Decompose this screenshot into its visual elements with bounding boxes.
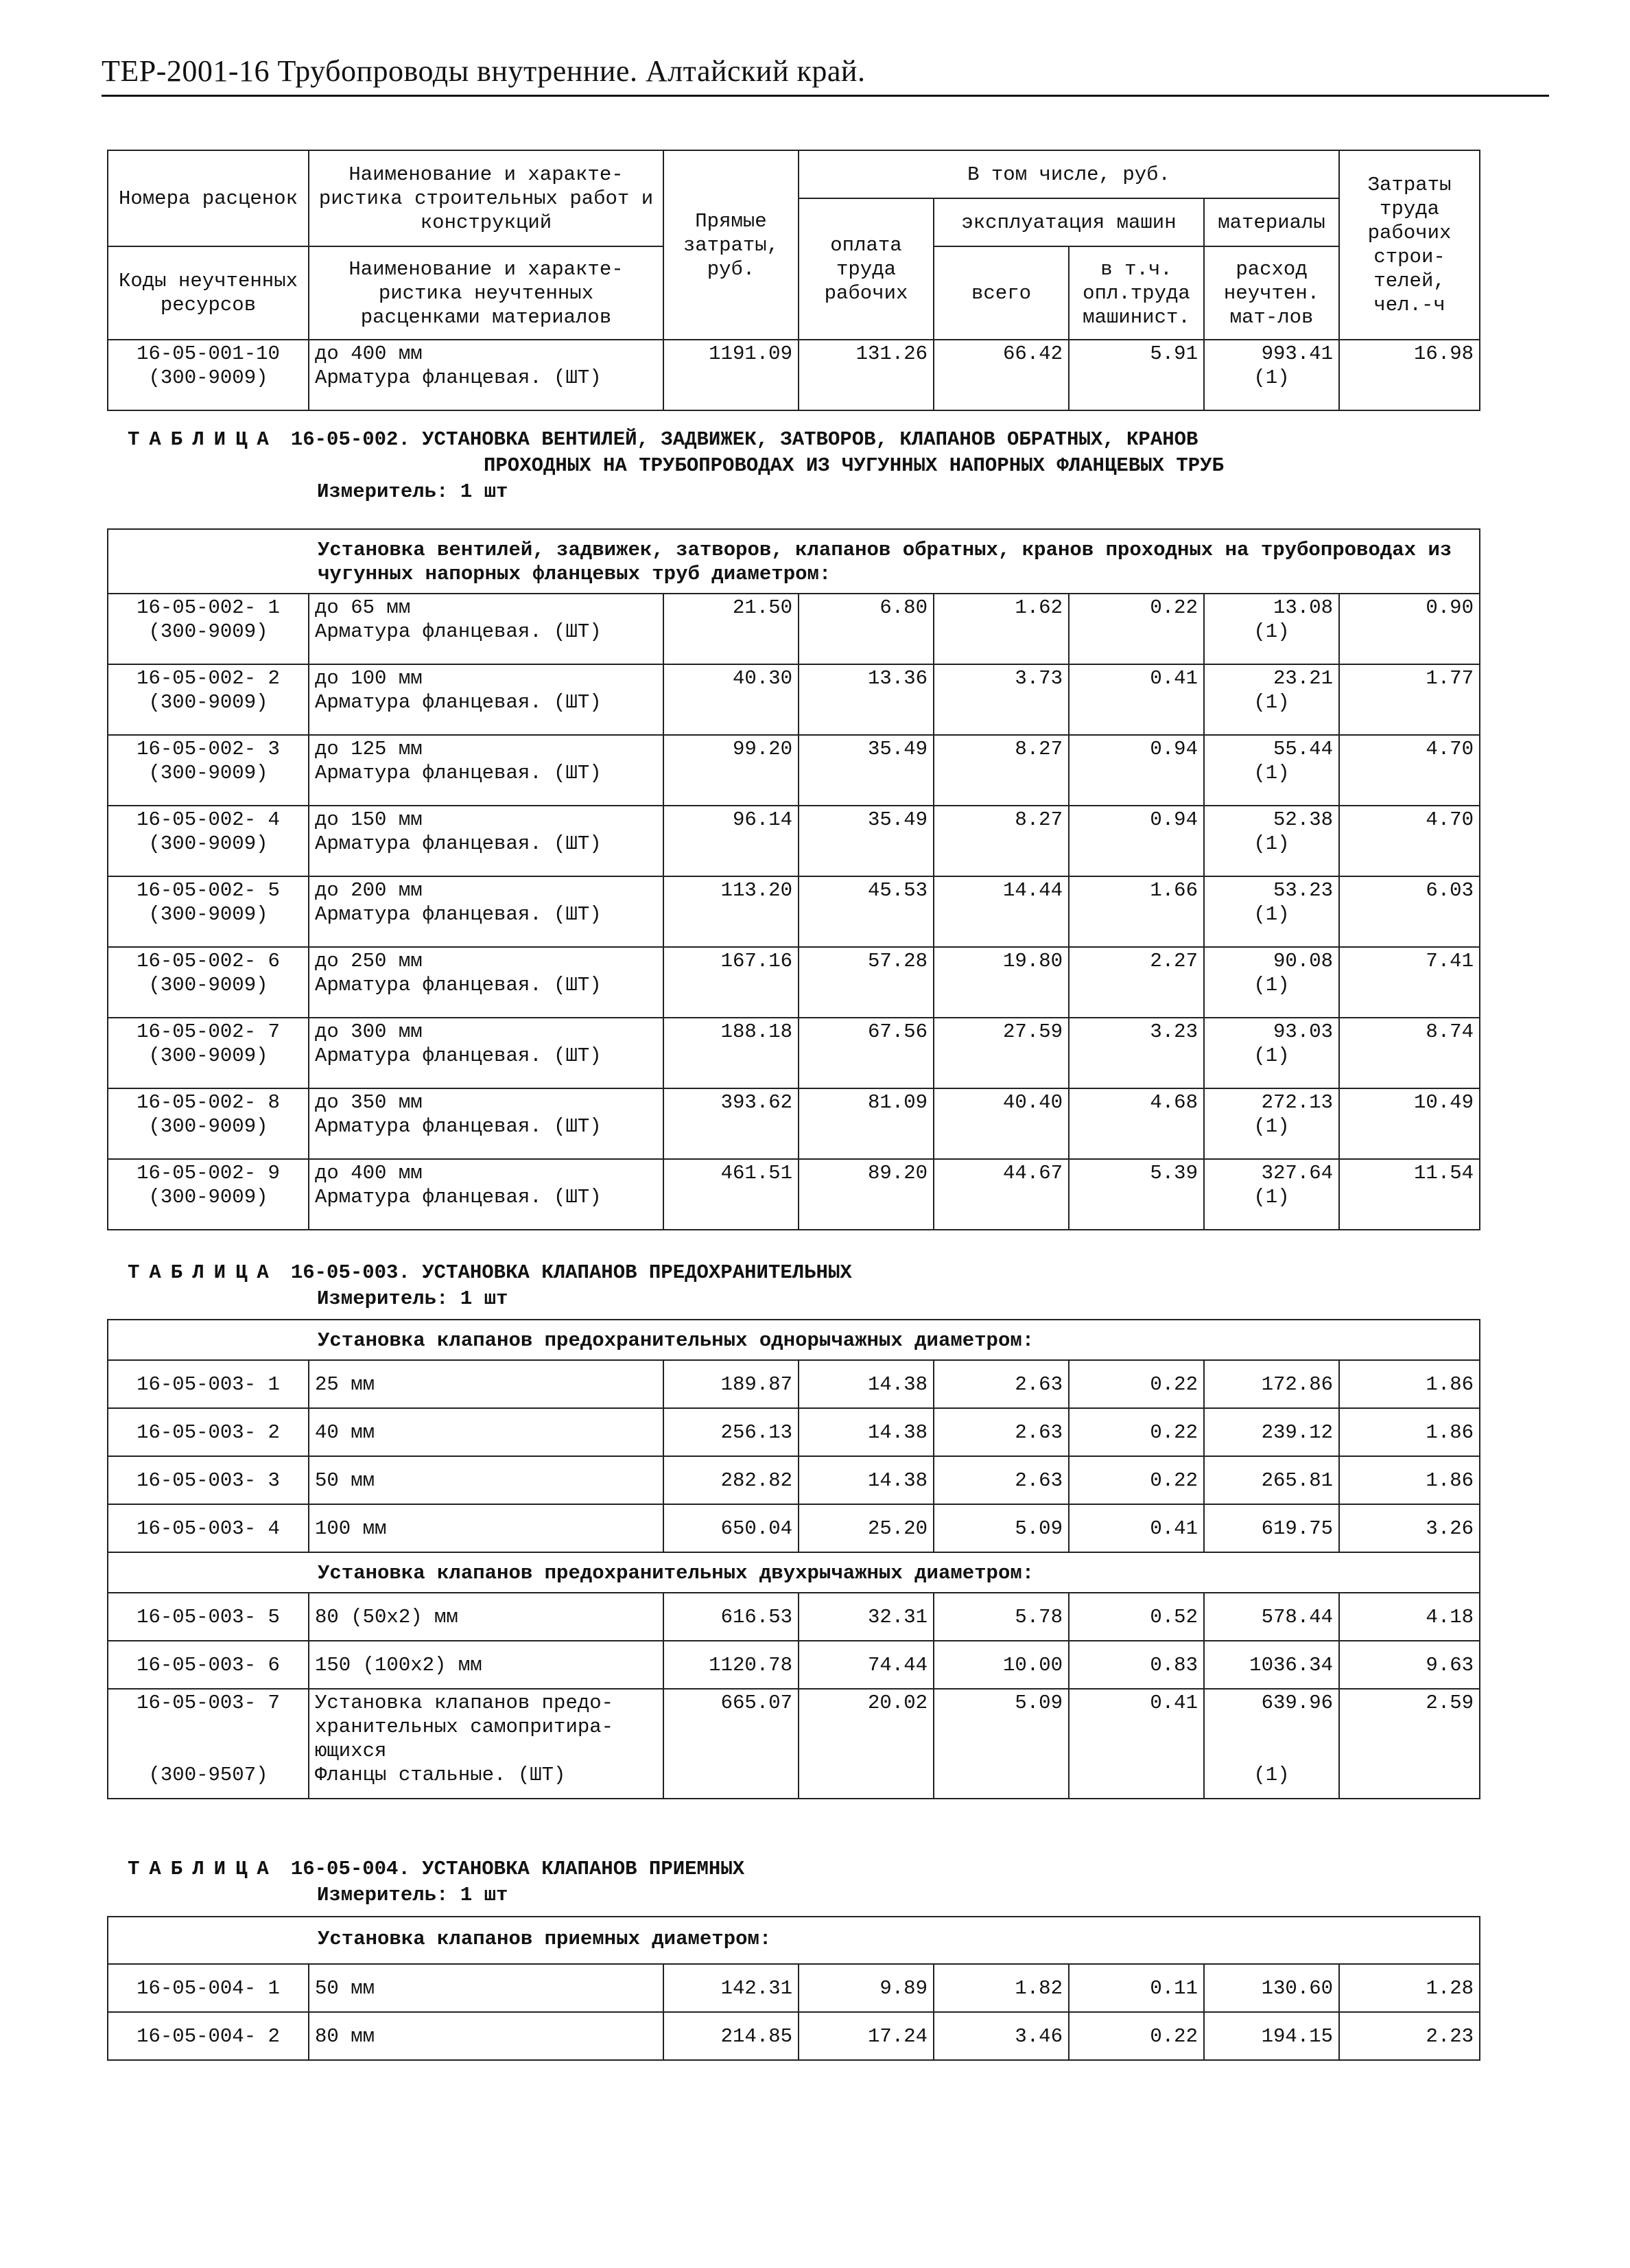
labor-hours: 4.70 [1339, 806, 1480, 876]
rate-code: 16-05-002- 4 [137, 808, 280, 831]
machines-labor: 0.83 [1069, 1641, 1204, 1689]
work-name: до 65 мм [315, 596, 411, 619]
labor-pay: 45.53 [799, 876, 934, 947]
materials-unit: (1) [1253, 1115, 1290, 1138]
materials-cost: 172.86 [1204, 1360, 1339, 1408]
work-name: 100 мм [309, 1504, 663, 1552]
col-mach-total: всего [934, 246, 1069, 340]
direct-cost: 99.20 [663, 735, 799, 806]
materials-cost: 23.21 [1273, 667, 1333, 690]
table-004-title: ТАБЛИЦА 16-05-004. УСТАНОВКА КЛАПАНОВ ПРИЕМНЫХ Измеритель: 1 шт [128, 1856, 744, 1908]
work-name: до 100 мм [315, 667, 423, 690]
machines-total: 44.67 [934, 1159, 1069, 1230]
materials-cost: 93.03 [1273, 1020, 1333, 1043]
rate-code: 16-05-003- 4 [108, 1504, 309, 1552]
measure-unit: Измеритель: 1 шт [317, 1287, 508, 1310]
labor-hours: 1.28 [1339, 1964, 1480, 2012]
table-row [108, 594, 1480, 664]
table-row [108, 1689, 1480, 1799]
labor-hours: 10.49 [1339, 1088, 1480, 1159]
labor-hours: 1.86 [1339, 1456, 1480, 1504]
machines-total: 27.59 [934, 1018, 1069, 1088]
machines-labor: 0.22 [1069, 1408, 1204, 1456]
labor-hours: 0.90 [1339, 594, 1480, 664]
section-band: Установка клапанов предохранительных однорычажных диаметром: [108, 1320, 1480, 1360]
materials-unit: (1) [1253, 1186, 1290, 1208]
machines-labor: 0.22 [1069, 1360, 1204, 1408]
material-name: Арматура фланцевая. (ШТ) [315, 691, 602, 714]
machines-labor: 5.91 [1069, 340, 1204, 410]
labor-pay: 131.26 [799, 340, 934, 410]
work-name: до 200 мм [315, 879, 423, 902]
table-002-title: ТАБЛИЦА 16-05-002. УСТАНОВКА ВЕНТИЛЕЙ, ЗАДВИЖЕК, ЗАТВОРОВ, КЛАПАНОВ ОБРАТНЫХ, КРАНОВ ПРОХОДНЫХ НА ТРУБОПРОВОДАХ ИЗ ЧУГУННЫХ НАПОРНЫХ ФЛАНЦЕВЫХ ТРУБ Измеритель: 1 шт [128, 427, 1224, 505]
rate-code: 16-05-003- 1 [108, 1360, 309, 1408]
materials-cost: 272.13 [1261, 1091, 1333, 1114]
work-name: до 250 мм [315, 950, 423, 972]
direct-cost: 142.31 [663, 1964, 799, 2012]
rate-code: 16-05-002- 1 [137, 596, 280, 619]
labor-hours: 2.23 [1339, 2012, 1480, 2060]
measure-unit: Измеритель: 1 шт [317, 480, 508, 503]
resource-code: (300-9009) [148, 974, 268, 996]
materials-unit: (1) [1253, 762, 1290, 784]
machines-labor: 3.23 [1069, 1018, 1204, 1088]
direct-cost: 1191.09 [663, 340, 799, 410]
labor-hours: 1.86 [1339, 1408, 1480, 1456]
table-004 [107, 1916, 1480, 2061]
section-band: Установка клапанов приемных диаметром: [108, 1917, 1480, 1964]
machines-total: 10.00 [934, 1641, 1069, 1689]
machines-labor: 0.52 [1069, 1593, 1204, 1641]
machines-total: 66.42 [934, 340, 1069, 410]
table-row [108, 1641, 1480, 1689]
direct-cost: 461.51 [663, 1159, 799, 1230]
labor-pay: 89.20 [799, 1159, 934, 1230]
col-materials: материалы [1204, 198, 1339, 246]
material-name: Арматура фланцевая. (ШТ) [315, 974, 602, 996]
labor-pay: 9.89 [799, 1964, 934, 2012]
direct-cost: 167.16 [663, 947, 799, 1018]
machines-labor: 0.22 [1069, 2012, 1204, 2060]
labor-pay: 14.38 [799, 1456, 934, 1504]
col-name: Наименование и характе- ристика строительных работ и конструкций [309, 150, 663, 246]
resource-code: (300-9009) [148, 366, 268, 389]
labor-pay: 35.49 [799, 806, 934, 876]
work-name: 50 мм [309, 1964, 663, 2012]
labor-hours: 2.59 [1339, 1689, 1480, 1799]
col-machines: эксплуатация машин [934, 198, 1204, 246]
machines-labor: 0.94 [1069, 735, 1204, 806]
direct-cost: 393.62 [663, 1088, 799, 1159]
materials-unit: (1) [1253, 620, 1290, 643]
table-row [108, 2012, 1480, 2060]
direct-cost: 113.20 [663, 876, 799, 947]
running-header: ТЕР-2001-16 Трубопроводы внутренние. Алтайский край. [102, 54, 866, 88]
rate-code: 16-05-004- 2 [108, 2012, 309, 2060]
table-row [108, 1360, 1480, 1408]
labor-hours: 16.98 [1339, 340, 1480, 410]
table-row [108, 664, 1480, 735]
labor-pay: 35.49 [799, 735, 934, 806]
work-name: 50 мм [309, 1456, 663, 1504]
machines-labor: 0.22 [1069, 594, 1204, 664]
header-rule [102, 95, 1549, 97]
labor-pay: 32.31 [799, 1593, 934, 1641]
work-name: 80 мм [309, 2012, 663, 2060]
rate-code: 16-05-003- 6 [108, 1641, 309, 1689]
work-name: до 125 мм [315, 738, 423, 760]
materials-cost: 327.64 [1261, 1162, 1333, 1184]
material-name: Фланцы стальные. (ШТ) [315, 1764, 566, 1786]
machines-total: 3.73 [934, 664, 1069, 735]
machines-labor: 0.94 [1069, 806, 1204, 876]
materials-cost: 55.44 [1273, 738, 1333, 760]
materials-unit: (1) [1253, 1764, 1290, 1786]
rate-code: 16-05-001-10 [137, 342, 280, 365]
resource-code: (300-9009) [148, 691, 268, 714]
work-name: до 300 мм [315, 1020, 423, 1043]
material-name: Арматура фланцевая. (ШТ) [315, 366, 602, 389]
labor-pay: 6.80 [799, 594, 934, 664]
section-band: Установка вентилей, задвижек, затворов, клапанов обратных, кранов проходных на трубопроводах из чугунных напорных фланцевых труб диаметром: [108, 529, 1480, 594]
table-003-title: ТАБЛИЦА 16-05-003. УСТАНОВКА КЛАПАНОВ ПРЕДОХРАНИТЕЛЬНЫХ Измеритель: 1 шт [128, 1260, 852, 1312]
table-label: ТАБЛИЦА [128, 428, 279, 451]
machines-total: 5.09 [934, 1504, 1069, 1552]
labor-pay: 74.44 [799, 1641, 934, 1689]
resource-code: (300-9507) [148, 1764, 268, 1786]
materials-unit: (1) [1253, 366, 1290, 389]
work-name: 80 (50x2) мм [309, 1593, 663, 1641]
materials-cost: 265.81 [1204, 1456, 1339, 1504]
work-name: до 400 мм [315, 342, 423, 365]
table-row [108, 1964, 1480, 2012]
table-row [108, 947, 1480, 1018]
rate-code: 16-05-002- 8 [137, 1091, 280, 1114]
work-name: 40 мм [309, 1408, 663, 1456]
labor-pay: 81.09 [799, 1088, 934, 1159]
table-row [108, 1159, 1480, 1230]
col-mach-incl: в т.ч. опл.труда машинист. [1069, 246, 1204, 340]
rate-code: 16-05-002- 9 [137, 1162, 280, 1184]
direct-cost: 282.82 [663, 1456, 799, 1504]
table-row [108, 735, 1480, 806]
rate-code: 16-05-002- 5 [137, 879, 280, 902]
work-name: Установка клапанов предо- хранительных самопритира- ющихся [315, 1692, 614, 1762]
materials-cost: 13.08 [1273, 596, 1333, 619]
rate-code: 16-05-003- 2 [108, 1408, 309, 1456]
table-row [108, 340, 1480, 410]
machines-total: 3.46 [934, 2012, 1069, 2060]
machines-labor: 0.11 [1069, 1964, 1204, 2012]
col-name-res: Наименование и характе- ристика неучтенных расценками материалов [309, 246, 663, 340]
section-band: Установка клапанов предохранительных двухрычажных диаметром: [108, 1552, 1480, 1593]
materials-cost: 619.75 [1204, 1504, 1339, 1552]
machines-total: 2.63 [934, 1408, 1069, 1456]
work-name: до 350 мм [315, 1091, 423, 1114]
direct-cost: 21.50 [663, 594, 799, 664]
materials-cost: 239.12 [1204, 1408, 1339, 1456]
table-row [108, 1408, 1480, 1456]
resource-code: (300-9009) [148, 1115, 268, 1138]
materials-unit: (1) [1253, 1044, 1290, 1067]
labor-pay: 17.24 [799, 2012, 934, 2060]
material-name: Арматура фланцевая. (ШТ) [315, 1044, 602, 1067]
labor-hours: 8.74 [1339, 1018, 1480, 1088]
materials-cost: 578.44 [1204, 1593, 1339, 1641]
materials-cost: 993.41 [1261, 342, 1334, 365]
direct-cost: 40.30 [663, 664, 799, 735]
materials-cost: 52.38 [1273, 808, 1333, 831]
direct-cost: 1120.78 [663, 1641, 799, 1689]
labor-hours: 4.18 [1339, 1593, 1480, 1641]
table-row [108, 1504, 1480, 1552]
materials-unit: (1) [1253, 974, 1290, 996]
col-mat-cons: расход неучтен. мат-лов [1204, 246, 1339, 340]
labor-hours: 6.03 [1339, 876, 1480, 947]
labor-hours: 9.63 [1339, 1641, 1480, 1689]
col-codes: Коды неучтенных ресурсов [108, 246, 309, 340]
resource-code: (300-9009) [148, 832, 268, 855]
material-name: Арматура фланцевая. (ШТ) [315, 903, 602, 926]
machines-total: 2.63 [934, 1456, 1069, 1504]
rate-code: 16-05-003- 5 [108, 1593, 309, 1641]
work-name: 150 (100x2) мм [309, 1641, 663, 1689]
machines-total: 1.82 [934, 1964, 1069, 2012]
rate-code: 16-05-002- 2 [137, 667, 280, 690]
labor-pay: 14.38 [799, 1408, 934, 1456]
table-row [108, 1088, 1480, 1159]
table-row [108, 876, 1480, 947]
rate-code: 16-05-003- 3 [108, 1456, 309, 1504]
machines-total: 1.62 [934, 594, 1069, 664]
materials-cost: 194.15 [1204, 2012, 1339, 2060]
table-row [108, 1593, 1480, 1641]
table-row [108, 1456, 1480, 1504]
machines-total: 40.40 [934, 1088, 1069, 1159]
rate-code: 16-05-002- 3 [137, 738, 280, 760]
machines-labor: 0.41 [1069, 664, 1204, 735]
direct-cost: 188.18 [663, 1018, 799, 1088]
resource-code: (300-9009) [148, 620, 268, 643]
measure-unit: Измеритель: 1 шт [317, 1884, 508, 1906]
table-003 [107, 1319, 1480, 1799]
col-numbers: Номера расценок [108, 150, 309, 246]
work-name: до 150 мм [315, 808, 423, 831]
materials-unit: (1) [1253, 903, 1290, 926]
machines-total: 2.63 [934, 1360, 1069, 1408]
rate-code: 16-05-002- 7 [137, 1020, 280, 1043]
labor-pay: 13.36 [799, 664, 934, 735]
machines-labor: 5.39 [1069, 1159, 1204, 1230]
machines-labor: 0.41 [1069, 1689, 1204, 1799]
work-name: 25 мм [309, 1360, 663, 1408]
table-label: ТАБЛИЦА [128, 1261, 279, 1284]
table-row [108, 1018, 1480, 1088]
machines-labor: 1.66 [1069, 876, 1204, 947]
materials-unit: (1) [1253, 832, 1290, 855]
work-name: до 400 мм [315, 1162, 423, 1184]
material-name: Арматура фланцевая. (ШТ) [315, 1115, 602, 1138]
direct-cost: 256.13 [663, 1408, 799, 1456]
table-002 [107, 528, 1480, 1230]
machines-total: 5.09 [934, 1689, 1069, 1799]
labor-pay: 14.38 [799, 1360, 934, 1408]
machines-total: 14.44 [934, 876, 1069, 947]
resource-code: (300-9009) [148, 903, 268, 926]
rate-code: 16-05-004- 1 [108, 1964, 309, 2012]
machines-total: 8.27 [934, 806, 1069, 876]
col-incl: В том числе, руб. [799, 150, 1339, 198]
machines-labor: 4.68 [1069, 1088, 1204, 1159]
resource-code: (300-9009) [148, 762, 268, 784]
materials-cost: 639.96 [1261, 1692, 1333, 1714]
resource-code: (300-9009) [148, 1044, 268, 1067]
labor-pay: 67.56 [799, 1018, 934, 1088]
material-name: Арматура фланцевая. (ШТ) [315, 620, 602, 643]
labor-hours: 7.41 [1339, 947, 1480, 1018]
resource-code: (300-9009) [148, 1186, 268, 1208]
materials-cost: 53.23 [1273, 879, 1333, 902]
col-labor-hours: Затраты труда рабочих строи- телей, чел.-ч [1339, 150, 1480, 340]
direct-cost: 650.04 [663, 1504, 799, 1552]
machines-labor: 2.27 [1069, 947, 1204, 1018]
rate-code: 16-05-003- 7 [137, 1692, 280, 1714]
labor-hours: 1.77 [1339, 664, 1480, 735]
labor-hours: 11.54 [1339, 1159, 1480, 1230]
direct-cost: 665.07 [663, 1689, 799, 1799]
labor-pay: 20.02 [799, 1689, 934, 1799]
labor-hours: 4.70 [1339, 735, 1480, 806]
material-name: Арматура фланцевая. (ШТ) [315, 1186, 602, 1208]
labor-pay: 25.20 [799, 1504, 934, 1552]
col-direct: Прямые затраты, руб. [663, 150, 799, 340]
labor-hours: 3.26 [1339, 1504, 1480, 1552]
material-name: Арматура фланцевая. (ШТ) [315, 762, 602, 784]
direct-cost: 189.87 [663, 1360, 799, 1408]
machines-labor: 0.41 [1069, 1504, 1204, 1552]
materials-cost: 1036.34 [1204, 1641, 1339, 1689]
materials-cost: 90.08 [1273, 950, 1333, 972]
direct-cost: 214.85 [663, 2012, 799, 2060]
material-name: Арматура фланцевая. (ШТ) [315, 832, 602, 855]
machines-total: 19.80 [934, 947, 1069, 1018]
direct-cost: 616.53 [663, 1593, 799, 1641]
direct-cost: 96.14 [663, 806, 799, 876]
table-row [108, 806, 1480, 876]
header-table [107, 150, 1480, 411]
rate-code: 16-05-002- 6 [137, 950, 280, 972]
col-labor-pay: оплата труда рабочих [799, 198, 934, 340]
materials-cost: 130.60 [1204, 1964, 1339, 2012]
machines-total: 5.78 [934, 1593, 1069, 1641]
table-label: ТАБЛИЦА [128, 1858, 279, 1880]
labor-hours: 1.86 [1339, 1360, 1480, 1408]
machines-total: 8.27 [934, 735, 1069, 806]
labor-pay: 57.28 [799, 947, 934, 1018]
materials-unit: (1) [1253, 691, 1290, 714]
machines-labor: 0.22 [1069, 1456, 1204, 1504]
